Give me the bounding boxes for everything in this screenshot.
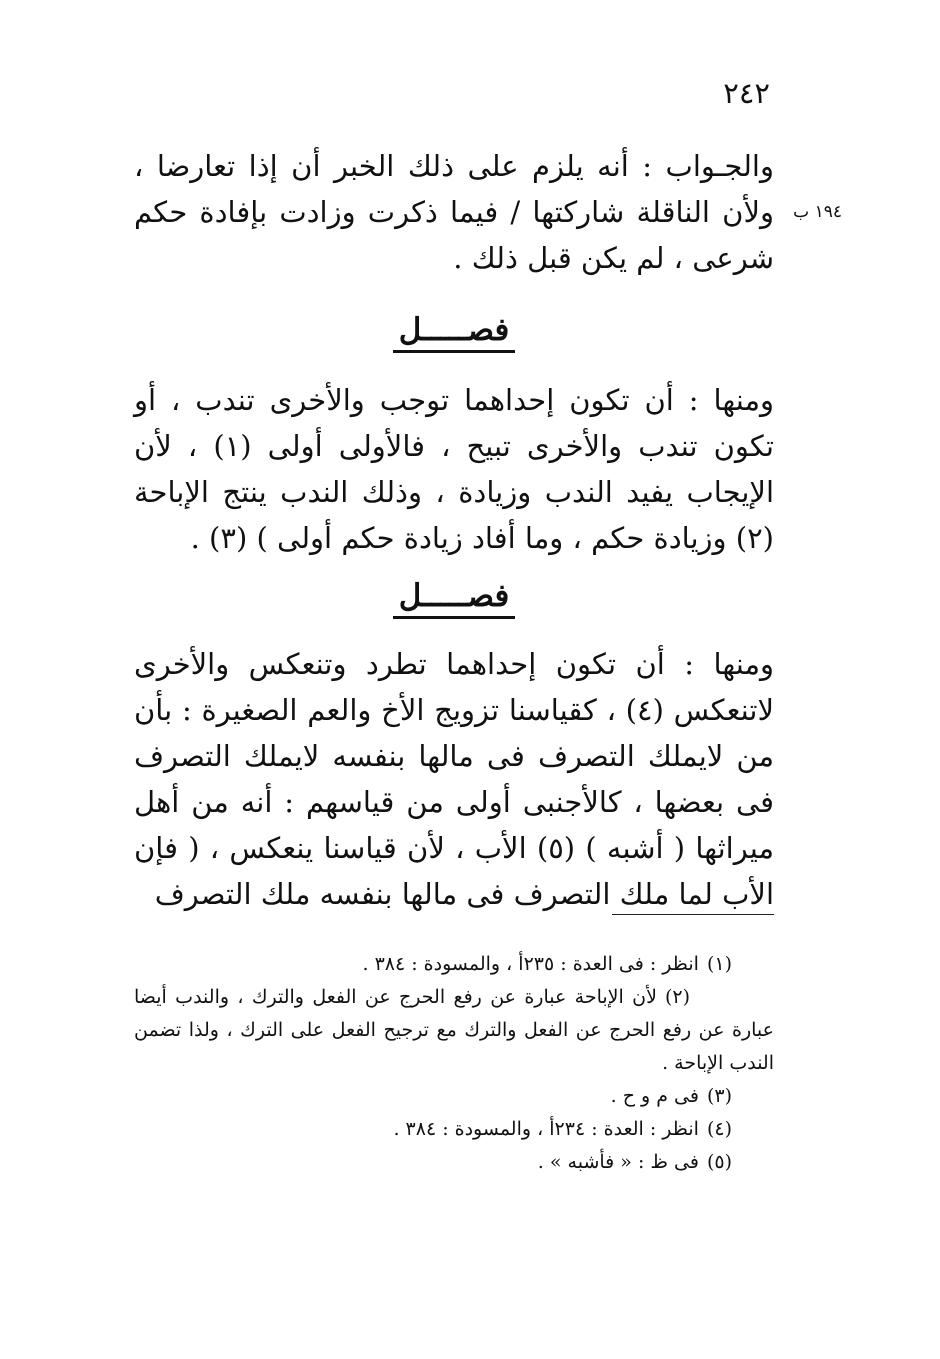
footnote-text: فى ظ : « فأشبه » .	[537, 1151, 699, 1173]
margin-folio-reference: ١٩٤ ب	[793, 202, 842, 222]
footnote-number: (٣)	[706, 1085, 732, 1107]
footnote	[134, 1146, 774, 1179]
footnote	[134, 1080, 774, 1113]
footnote	[134, 1113, 774, 1146]
section-heading-label: فصـــــل	[393, 312, 516, 353]
section-heading-label: فصـــــل	[393, 578, 516, 619]
footnotes	[134, 948, 774, 1179]
footnote	[134, 948, 774, 981]
footnote-text: انظر : فى العدة : ٢٣٥أ ، والمسودة : ٣٨٤ .	[362, 953, 699, 975]
section-heading	[134, 578, 774, 614]
footnote-text: لأن الإباحة عبارة عن رفع الحرج عن الفعل والترك ، والندب أيضا عبارة عن رفع الحرج عن الفعل والترك مع ترجيح الفعل على الترك ، ولذا تضمن الندب الإباحة .	[134, 986, 774, 1074]
footnote-text: انظر : العدة : ٢٣٤أ ، والمسودة : ٣٨٤ .	[393, 1118, 699, 1140]
footnote-number: (٥)	[706, 1151, 732, 1173]
footnote	[134, 981, 774, 1080]
body-paragraph: ومنها : أن تكون إحداهما توجب والأخرى تندب ، أو تكون تندب والأخرى تبيح ، فالأولى أولى (١) ، لأن الإيجاب يفيد الندب وزيادة ، وذلك الندب ينتج الإباحة (٢) وزيادة حكم ، وما أفاد زيادة حكم أولى ) (٣) .	[134, 383, 775, 555]
footnote-number: (٢)	[664, 986, 690, 1008]
body-paragraph: والجـواب : أنه يلزم على ذلك الخبر أن إذا تعارضا ، ولأن الناقلة شاركتها / فيما ذكرت وزادت بإفادة حكم شرعى ، لم يكن قبل ذلك .	[134, 149, 774, 275]
section-heading	[134, 312, 774, 348]
footnote-separator	[612, 914, 774, 915]
page-number: ٢٤٢	[723, 76, 770, 110]
body-paragraph: ومنها : أن تكون إحداهما تطرد وتنعكس والأخرى لاتنعكس (٤) ، كقياسنا تزويج الأخ والعم الصغيرة : بأن من لايملك التصرف فى مالها بنفسه لايملك التصرف فى بعضها ، كالأجنبى أولى من قياسهم : أنه من أهل ميراثها ( أشبه ) (٥) الأب ، لأن قياسنا ينعكس ، ( فإن الأب لما ملك التصرف فى مالها بنفسه ملك التصرف	[134, 647, 774, 911]
footnote-text: فى م و ح .	[610, 1085, 699, 1107]
footnote-number: (٤)	[706, 1118, 732, 1140]
footnote-number: (١)	[706, 953, 732, 975]
